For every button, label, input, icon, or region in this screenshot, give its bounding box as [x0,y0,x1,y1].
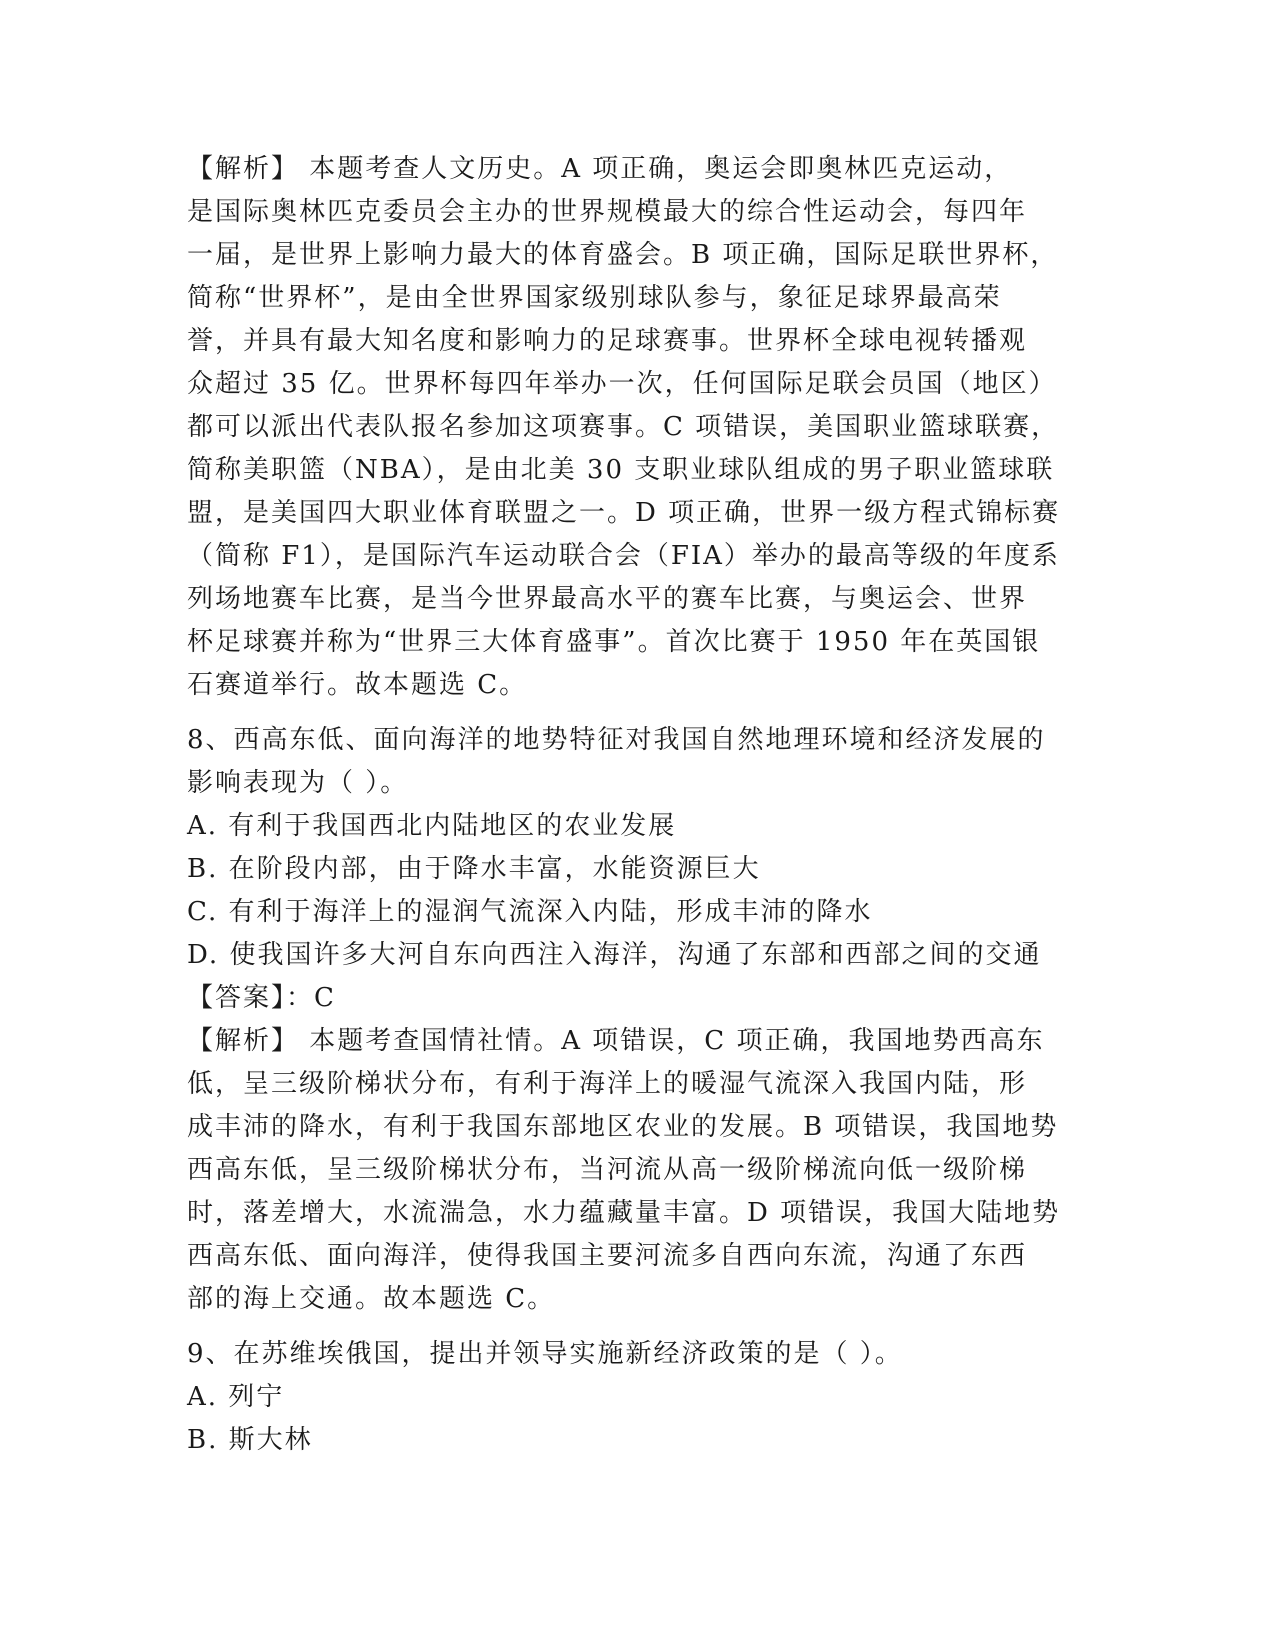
question-8-option-b: B. 在阶段内部，由于降水丰富，水能资源巨大 [187,854,761,884]
question-9-stem: 9、在苏维埃俄国，提出并领导实施新经济政策的是（ ）。 [187,1339,903,1369]
paragraph-gap [187,707,1087,719]
text-line: 杯足球赛并称为“世界三大体育盛事”。首次比赛于 1950 年在英国银 [187,627,1041,657]
document-body [187,148,1087,1462]
text-line: 【解析】 本题考查国情社情。A 项错误，C 项正确，我国地势西高东 [187,1026,1045,1056]
text-line: 列场地赛车比赛，是当今世界最高水平的赛车比赛，与奥运会、世界 [187,584,1028,614]
text-line: 众超过 35 亿。世界杯每四年举办一次，任何国际足联会员国（地区） [187,369,1057,399]
question-8-stem: 影响表现为（ ）。 [187,768,409,798]
text-line: 时，落差增大，水流湍急，水力蕴藏量丰富。D 项错误，我国大陆地势 [187,1198,1061,1228]
question-9-option-b: B. 斯大林 [187,1425,313,1455]
text-line: 简称美职篮（NBA），是由北美 30 支职业球队组成的男子职业篮球联 [187,455,1055,485]
text-line: 石赛道举行。故本题选 C。 [187,670,528,700]
text-line: 低，呈三级阶梯状分布，有利于海洋上的暖湿气流深入我国内陆，形 [187,1069,1028,1099]
text-line: 简称“世界杯”，是由全世界国家级别球队参与，象征足球界最高荣 [187,283,1002,313]
question-8-option-d: D. 使我国许多大河自东向西注入海洋，沟通了东部和西部之间的交通 [187,940,1042,970]
text-line: 西高东低、面向海洋，使得我国主要河流多自西向东流，沟通了东西 [187,1241,1028,1271]
text-line: 西高东低，呈三级阶梯状分布，当河流从高一级阶梯流向低一级阶梯 [187,1155,1028,1185]
question-8-option-a: A. 有利于我国西北内陆地区的农业发展 [187,811,677,841]
text-line: （简称 F1），是国际汽车运动联合会（FIA）举办的最高等级的年度系 [187,541,1060,571]
question-8-stem: 8、西高东低、面向海洋的地势特征对我国自然地理环境和经济发展的 [187,725,1046,755]
question-8-answer: 【答案】：C [187,983,336,1013]
question-8-option-c: C. 有利于海洋上的湿润气流深入内陆，形成丰沛的降水 [187,897,873,927]
text-line: 一届，是世界上影响力最大的体育盛会。B 项正确，国际足联世界杯， [187,240,1059,270]
text-line: 誉，并具有最大知名度和影响力的足球赛事。世界杯全球电视转播观 [187,326,1028,356]
question-9-option-a: A. 列宁 [187,1382,285,1412]
text-line: 是国际奥林匹克委员会主办的世界规模最大的综合性运动会，每四年 [187,197,1028,227]
text-line: 部的海上交通。故本题选 C。 [187,1284,556,1314]
text-line: 成丰沛的降水，有利于我国东部地区农业的发展。B 项错误，我国地势 [187,1112,1059,1142]
text-line: 盟，是美国四大职业体育联盟之一。D 项正确，世界一级方程式锦标赛 [187,498,1061,528]
paragraph-gap [187,1321,1087,1333]
text-line: 【解析】 本题考查人文历史。A 项正确，奥运会即奥林匹克运动， [187,154,1013,184]
text-line: 都可以派出代表队报名参加这项赛事。C 项错误，美国职业篮球联赛， [187,412,1060,442]
